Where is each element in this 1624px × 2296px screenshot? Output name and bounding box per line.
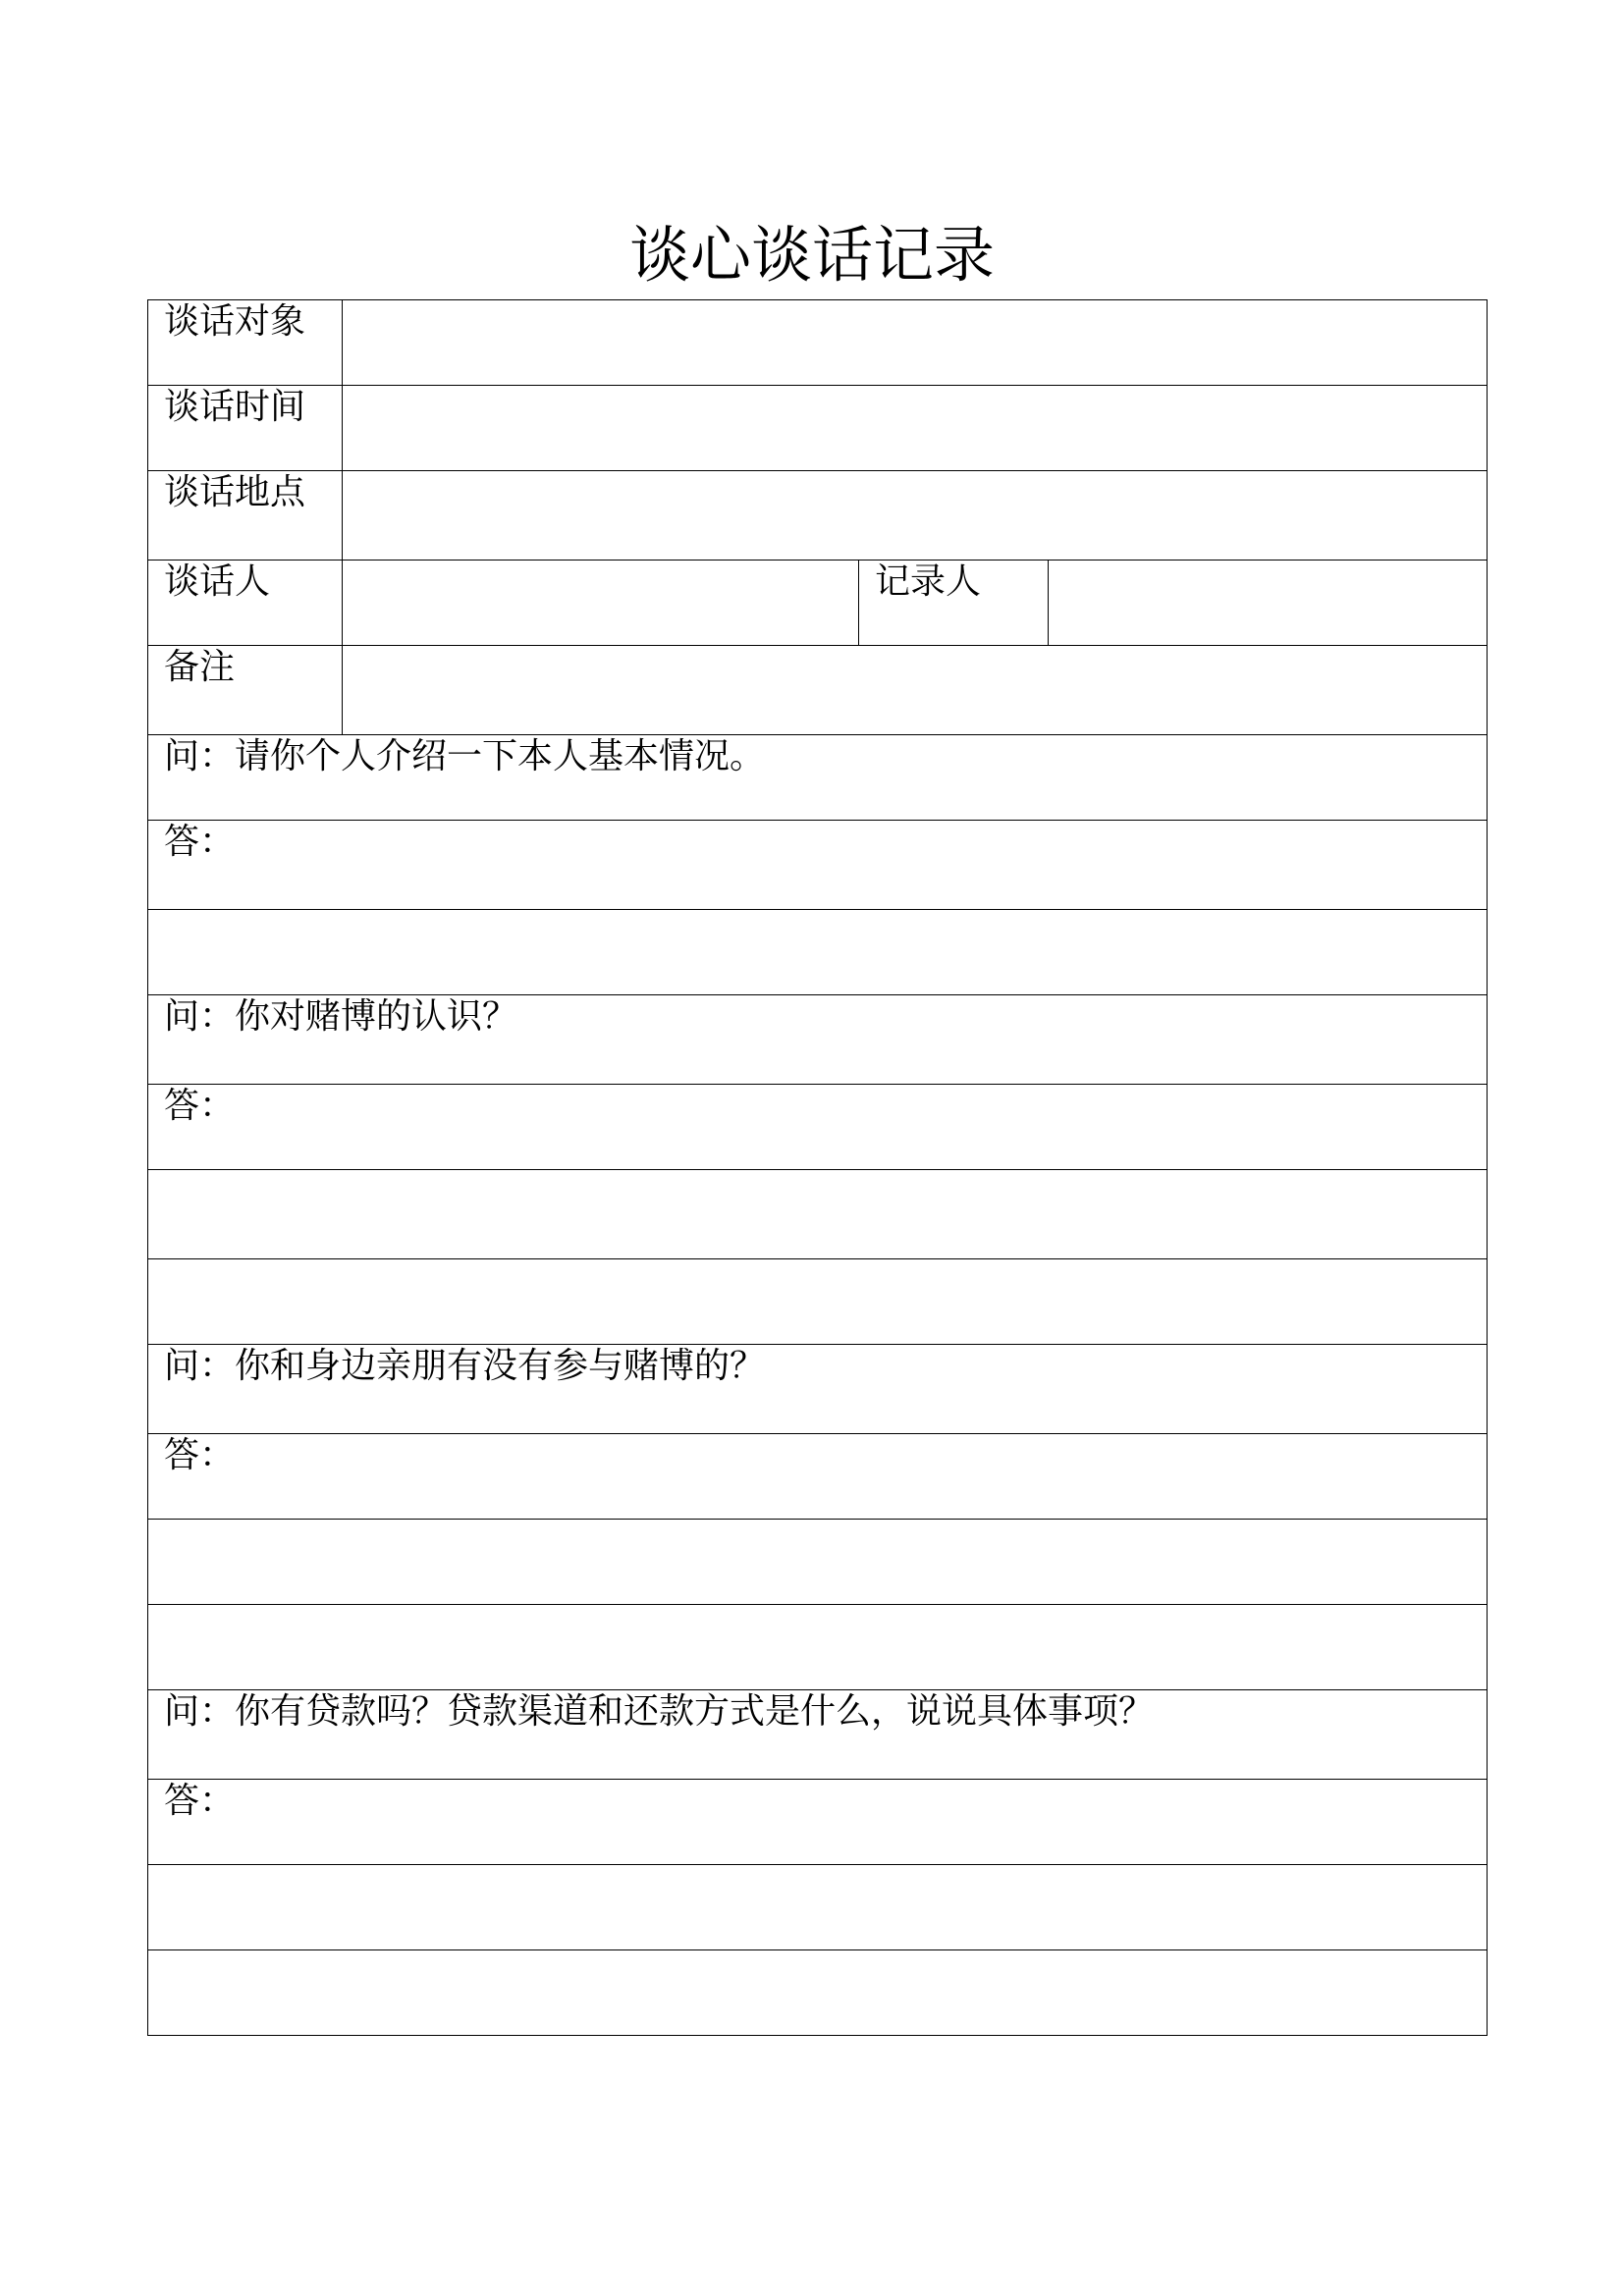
answer-blank-row bbox=[148, 910, 1488, 995]
answer-blank-line[interactable] bbox=[148, 1170, 1488, 1259]
time-field[interactable] bbox=[343, 386, 1488, 471]
subject-field[interactable] bbox=[343, 300, 1488, 386]
answer-row bbox=[148, 1085, 1488, 1170]
question-row bbox=[148, 1345, 1488, 1434]
recorder-label: 记录人 bbox=[875, 561, 982, 602]
talker-label: 谈话人 bbox=[164, 561, 271, 602]
question-row bbox=[148, 1690, 1488, 1780]
question-text: 问：你有贷款吗？贷款渠道和还款方式是什么，说说具体事项？ bbox=[164, 1691, 1155, 1732]
recorder-field[interactable] bbox=[1049, 561, 1488, 646]
question-row bbox=[148, 995, 1488, 1085]
talker-field[interactable] bbox=[343, 561, 859, 646]
answer-blank-line[interactable] bbox=[148, 1605, 1488, 1690]
answer-label: 答： bbox=[164, 1781, 236, 1821]
answer-row bbox=[148, 1780, 1488, 1865]
question-text: 问：你和身边亲朋有没有参与赌博的？ bbox=[164, 1346, 766, 1386]
answer-cell[interactable] bbox=[148, 1085, 1488, 1170]
answer-blank-line[interactable] bbox=[148, 1950, 1488, 2036]
answer-label: 答： bbox=[164, 822, 236, 862]
time-label: 谈话时间 bbox=[164, 387, 306, 427]
talk-record-form bbox=[147, 299, 1488, 2036]
question-row bbox=[148, 735, 1488, 821]
place-label: 谈话地点 bbox=[164, 472, 306, 512]
answer-cell[interactable] bbox=[148, 1780, 1488, 1865]
remarks-label-cell bbox=[148, 646, 343, 735]
question-text: 问：你对赌博的认识？ bbox=[164, 996, 518, 1037]
question-text: 问：请你个人介绍一下本人基本情况。 bbox=[164, 736, 766, 776]
recorder-label-cell bbox=[859, 561, 1049, 646]
answer-blank-row bbox=[148, 1605, 1488, 1690]
place-label-cell bbox=[148, 471, 343, 561]
place-field[interactable] bbox=[343, 471, 1488, 561]
answer-blank-line[interactable] bbox=[148, 1259, 1488, 1345]
answer-blank-row bbox=[148, 1865, 1488, 1950]
row-remarks bbox=[148, 646, 1488, 735]
question-cell bbox=[148, 995, 1488, 1085]
page-title: 谈心谈话记录 bbox=[628, 219, 995, 291]
talker-label-cell bbox=[148, 561, 343, 646]
answer-cell[interactable] bbox=[148, 821, 1488, 910]
row-talker-recorder bbox=[148, 561, 1488, 646]
time-label-cell bbox=[148, 386, 343, 471]
question-cell bbox=[148, 1690, 1488, 1780]
subject-label-cell bbox=[148, 300, 343, 386]
row-time bbox=[148, 386, 1488, 471]
remarks-label: 备注 bbox=[164, 647, 236, 687]
answer-blank-row bbox=[148, 1520, 1488, 1605]
answer-row bbox=[148, 821, 1488, 910]
row-place bbox=[148, 471, 1488, 561]
answer-cell[interactable] bbox=[148, 1434, 1488, 1520]
answer-blank-row bbox=[148, 1170, 1488, 1259]
subject-label: 谈话对象 bbox=[164, 301, 306, 342]
remarks-field[interactable] bbox=[343, 646, 1488, 735]
answer-label: 答： bbox=[164, 1086, 236, 1126]
answer-blank-line[interactable] bbox=[148, 1520, 1488, 1605]
answer-row bbox=[148, 1434, 1488, 1520]
question-cell bbox=[148, 735, 1488, 821]
answer-label: 答： bbox=[164, 1435, 236, 1475]
answer-blank-line[interactable] bbox=[148, 910, 1488, 995]
answer-blank-row bbox=[148, 1259, 1488, 1345]
question-cell bbox=[148, 1345, 1488, 1434]
answer-blank-line[interactable] bbox=[148, 1865, 1488, 1950]
answer-blank-row bbox=[148, 1950, 1488, 2036]
row-subject bbox=[148, 300, 1488, 386]
